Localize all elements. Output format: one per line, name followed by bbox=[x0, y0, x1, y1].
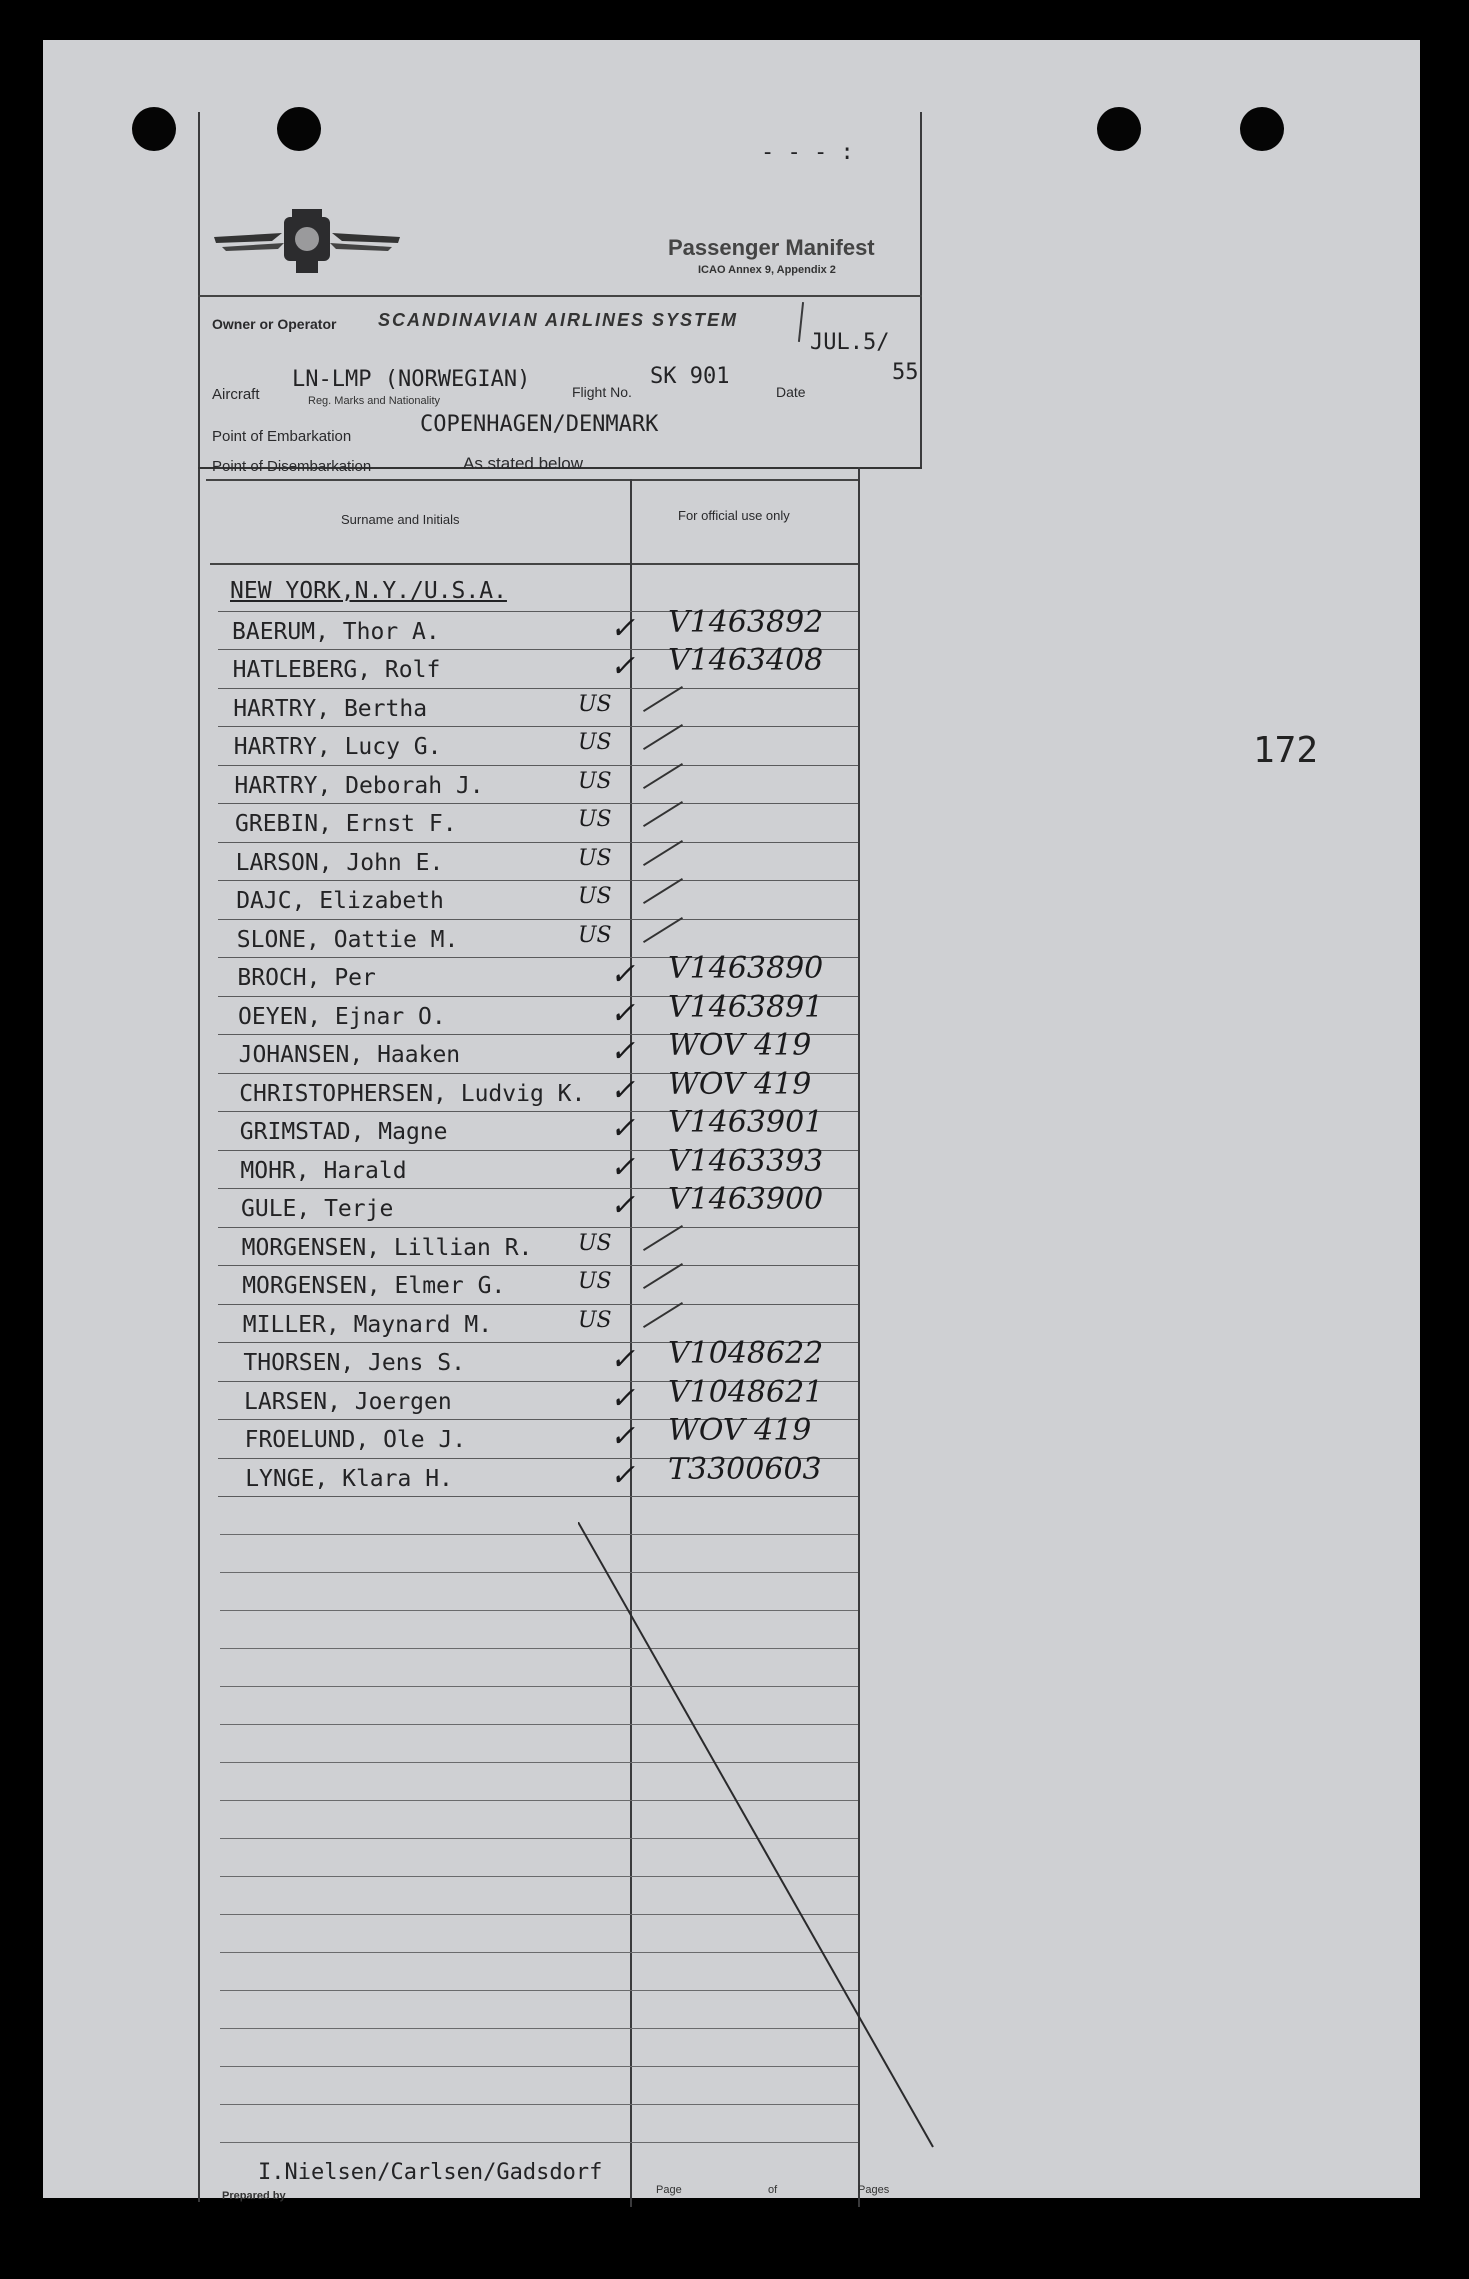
us-citizen-mark: US bbox=[578, 768, 612, 794]
check-mark: ✓ bbox=[610, 1034, 636, 1069]
passenger-name: FROELUND, Ole J. bbox=[244, 1427, 467, 1453]
official-tick-stroke bbox=[643, 916, 683, 942]
disembarkation-label: Point of Disembarkation bbox=[212, 458, 372, 475]
manifest-form bbox=[198, 112, 928, 2212]
official-note: WOV 419 bbox=[668, 1413, 812, 1448]
official-note: WOV 419 bbox=[668, 1066, 812, 1102]
aircraft-label: Aircraft bbox=[212, 386, 260, 403]
passenger-name: GULE, Terje bbox=[241, 1196, 394, 1222]
embarkation-label: Point of Embarkation bbox=[212, 428, 352, 445]
passenger-name: BROCH, Per bbox=[237, 965, 376, 991]
passenger-name: HARTRY, Deborah J. bbox=[234, 772, 484, 799]
official-note: V1463890 bbox=[668, 951, 824, 986]
official-note: V1463892 bbox=[668, 604, 824, 640]
official-note: V1048621 bbox=[668, 1374, 824, 1410]
check-mark: ✓ bbox=[610, 1111, 636, 1146]
passenger-name: DAJC, Elizabeth bbox=[236, 888, 444, 914]
flight-label: Flight No. bbox=[572, 384, 632, 400]
us-citizen-mark: US bbox=[578, 922, 612, 948]
passenger-name: GREBIN, Ernst F. bbox=[235, 811, 457, 837]
prepared-by-label: Prepared by bbox=[222, 2190, 286, 2202]
check-mark: ✓ bbox=[610, 1457, 636, 1493]
us-citizen-mark: US bbox=[578, 1307, 612, 1333]
passenger-name: MOHR, Harald bbox=[240, 1157, 407, 1184]
owner-label: Owner or Operator bbox=[212, 316, 337, 332]
table-row bbox=[198, 842, 858, 881]
embarkation-value: COPENHAGEN/DENMARK bbox=[420, 412, 659, 437]
table-row bbox=[198, 1182, 858, 1227]
official-note: V1048622 bbox=[668, 1336, 824, 1371]
check-mark: ✓ bbox=[610, 1149, 636, 1185]
table-row bbox=[198, 880, 858, 919]
row-rule bbox=[218, 1496, 858, 1497]
column-header-official: For official use only bbox=[678, 508, 790, 523]
us-citizen-mark: US bbox=[578, 1269, 612, 1294]
page-label: Page bbox=[656, 2184, 682, 2196]
passenger-name: MORGENSEN, Lillian R. bbox=[241, 1234, 533, 1261]
check-mark: ✓ bbox=[610, 1342, 636, 1377]
us-citizen-mark: US bbox=[578, 1230, 612, 1256]
passenger-name: MILLER, Maynard M. bbox=[242, 1311, 493, 1338]
column-header-top-rule bbox=[206, 479, 858, 481]
check-mark: ✓ bbox=[610, 649, 636, 684]
punch-hole bbox=[1240, 107, 1284, 151]
official-note: V1463393 bbox=[668, 1143, 824, 1179]
column-header-name: Surname and Initials bbox=[341, 512, 460, 527]
official-note: T3300603 bbox=[668, 1451, 822, 1487]
table-row bbox=[198, 1265, 858, 1304]
passenger-name: GRIMSTAD, Magne bbox=[239, 1119, 448, 1145]
check-mark: ✓ bbox=[610, 1419, 636, 1454]
passenger-name: MORGENSEN, Elmer G. bbox=[242, 1273, 506, 1299]
owner-separator bbox=[798, 302, 804, 342]
punch-hole bbox=[132, 107, 176, 151]
passenger-name: CHRISTOPHERSEN, Ludvig K. bbox=[239, 1080, 586, 1107]
us-citizen-mark: US bbox=[578, 730, 612, 755]
official-note: V1463408 bbox=[668, 643, 824, 678]
official-note: WOV 419 bbox=[668, 1028, 812, 1063]
flight-value: SK 901 bbox=[650, 364, 730, 389]
form-right-border-top bbox=[920, 112, 922, 467]
check-mark: ✓ bbox=[610, 1380, 636, 1416]
passenger-name: THORSEN, Jens S. bbox=[243, 1350, 465, 1376]
official-tick-stroke bbox=[643, 1224, 683, 1250]
header-rule bbox=[198, 295, 922, 297]
passenger-name: LYNGE, Klara H. bbox=[245, 1465, 453, 1492]
official-tick-stroke bbox=[643, 685, 683, 711]
passenger-name: HATLEBERG, Rolf bbox=[232, 657, 441, 683]
table-row bbox=[198, 1451, 858, 1497]
stamp-marks: - - - : bbox=[761, 140, 854, 165]
table-row bbox=[198, 726, 858, 765]
check-mark: ✓ bbox=[610, 995, 636, 1031]
cancellation-stroke bbox=[578, 1522, 938, 2152]
official-tick-stroke bbox=[643, 878, 683, 904]
prepared-by-value: I.Nielsen/Carlsen/Gadsdorf bbox=[258, 2160, 603, 2185]
date-value-month: JUL.5/ bbox=[810, 330, 890, 355]
table-row bbox=[198, 643, 858, 688]
official-tick-stroke bbox=[643, 839, 683, 865]
passenger-name: BAERUM, Thor A. bbox=[232, 618, 440, 645]
table-row bbox=[198, 1227, 858, 1266]
us-citizen-mark: US bbox=[578, 845, 612, 871]
passenger-name: LARSON, John E. bbox=[235, 849, 444, 876]
official-note: V1463901 bbox=[668, 1105, 824, 1140]
manifest-title: Passenger Manifest bbox=[668, 235, 875, 260]
page-number: 172 bbox=[1253, 730, 1319, 771]
of-label: of bbox=[768, 2184, 778, 2196]
table-row bbox=[198, 803, 858, 842]
table-row bbox=[198, 765, 858, 804]
passenger-name: JOHANSEN, Haaken bbox=[238, 1042, 461, 1068]
us-citizen-mark: US bbox=[578, 884, 612, 909]
airline-winged-logo bbox=[212, 207, 402, 277]
pages-label: Pages bbox=[858, 2184, 890, 2196]
check-mark: ✓ bbox=[610, 1188, 636, 1223]
check-mark: ✓ bbox=[610, 610, 636, 646]
aircraft-value: LN-LMP (NORWEGIAN) bbox=[292, 367, 531, 392]
passenger-name: HARTRY, Bertha bbox=[233, 695, 428, 722]
passenger-name: SLONE, Oattie M. bbox=[236, 926, 459, 953]
destination-heading: NEW YORK,N.Y./U.S.A. bbox=[230, 578, 507, 604]
passenger-name: HARTRY, Lucy G. bbox=[233, 734, 442, 760]
official-note: V1463900 bbox=[668, 1182, 824, 1217]
official-tick-stroke bbox=[643, 1263, 683, 1289]
date-value-year: 55 bbox=[892, 360, 919, 385]
aircraft-sublabel: Reg. Marks and Nationality bbox=[308, 395, 441, 407]
check-mark: ✓ bbox=[610, 1072, 636, 1108]
passenger-name: OEYEN, Ejnar O. bbox=[238, 1003, 446, 1030]
official-tick-stroke bbox=[643, 1301, 683, 1327]
official-tick-stroke bbox=[643, 801, 683, 827]
column-header-bottom-rule bbox=[210, 563, 858, 565]
punch-hole bbox=[1097, 107, 1141, 151]
manifest-subtitle: ICAO Annex 9, Appendix 2 bbox=[698, 264, 836, 276]
date-label: Date bbox=[776, 384, 806, 400]
us-citizen-mark: US bbox=[578, 691, 612, 717]
owner-value: SCANDINAVIAN AIRLINES SYSTEM bbox=[378, 310, 739, 330]
check-mark: ✓ bbox=[610, 957, 636, 992]
official-tick-stroke bbox=[643, 724, 683, 750]
table-row bbox=[198, 688, 858, 727]
official-tick-stroke bbox=[643, 762, 683, 788]
official-note: V1463891 bbox=[668, 989, 824, 1025]
disembarkation-value: As stated below bbox=[463, 454, 584, 473]
passenger-name: LARSEN, Joergen bbox=[244, 1388, 452, 1415]
us-citizen-mark: US bbox=[578, 807, 612, 832]
